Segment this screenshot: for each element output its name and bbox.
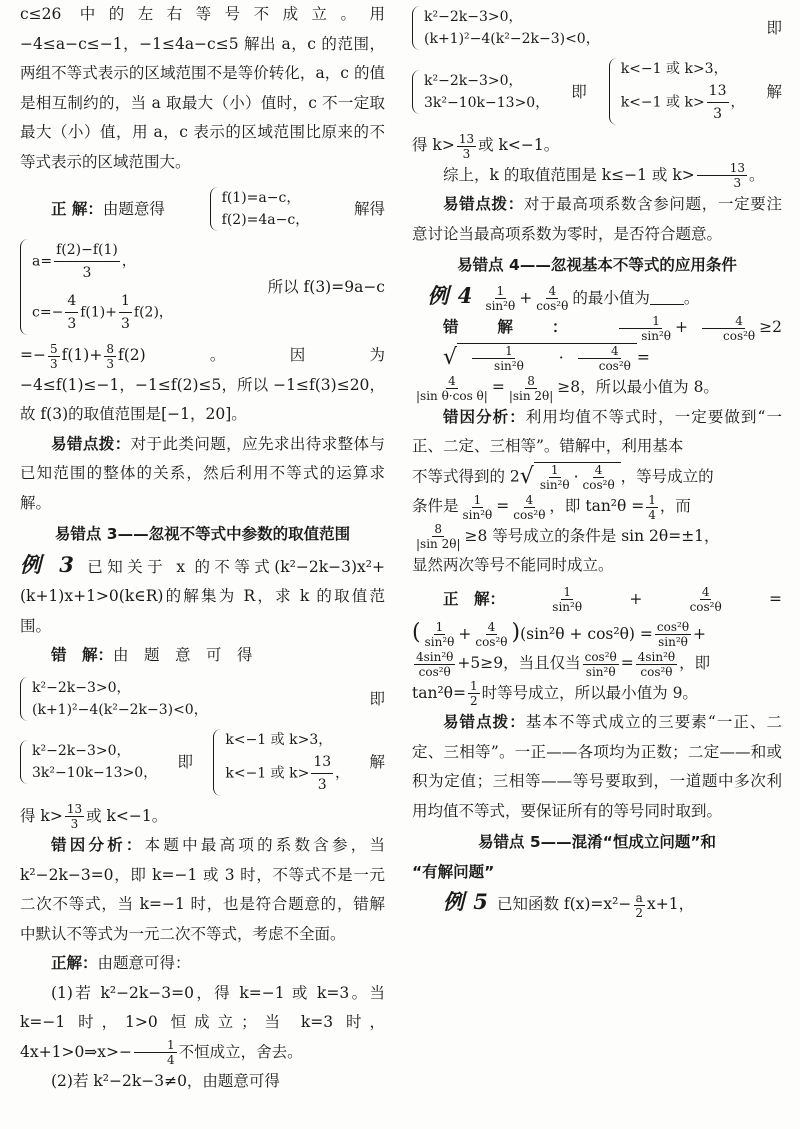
example-label: 例 5 xyxy=(443,889,489,914)
solution-line xyxy=(20,727,385,798)
text: 。 xyxy=(749,165,765,184)
paragraph xyxy=(412,679,782,709)
denominator: 3 xyxy=(106,356,114,371)
equation: k²−2k−3>0， xyxy=(424,72,523,89)
denominator: 3 xyxy=(733,176,742,190)
equation: (k+1)²−4(k²−2k−3)<0， xyxy=(32,701,208,718)
brace xyxy=(609,58,618,125)
numerator: 4 xyxy=(702,314,745,329)
denominator: 4 xyxy=(648,507,656,522)
numerator: 8 xyxy=(106,341,114,356)
text: = xyxy=(620,654,634,672)
numerator: 4sin²θ xyxy=(416,649,454,664)
correct-solution-label: 正 解： xyxy=(443,590,506,608)
section-heading: 易错点 5——混淆“恒成立问题”和 xyxy=(477,833,717,851)
brace xyxy=(20,239,29,335)
error-analysis-label: 错因分析： xyxy=(443,407,526,426)
solution-line xyxy=(412,4,782,52)
solution-line xyxy=(20,675,385,723)
text: 时等号成立，所以最小值为 9。 xyxy=(481,683,698,702)
text: 利用均值不等式时，一定要做到“一正、二定、三相等”。错解中，利用基本 xyxy=(412,407,782,455)
denominator: cos²θ xyxy=(723,328,756,343)
denominator: cos²θ xyxy=(640,664,673,679)
equation-system xyxy=(210,187,310,231)
numerator: 13 xyxy=(311,751,333,774)
brace xyxy=(20,677,29,721)
text: 对于此类问题，应先求出待求整体与已知范围的整体的关系，然后利用不等式的运算求解。 xyxy=(20,434,385,512)
text: · xyxy=(558,348,564,367)
fraction xyxy=(473,620,509,649)
fraction xyxy=(468,679,480,708)
denominator: sin²θ xyxy=(585,664,616,679)
text: f(2)。因为 −4≤f(1)≤−1，−1≤f(2)≤5，所以 −1≤f(3)≤20，故 f(3)的取值范围是[−1，20]。 xyxy=(20,346,385,423)
denominator: 3 xyxy=(462,146,471,161)
text: 得 k> xyxy=(20,806,63,825)
numerator: 4 xyxy=(701,584,710,599)
tip-label: 易错点拨： xyxy=(51,434,131,453)
text: c=− xyxy=(32,304,64,321)
fraction xyxy=(707,80,729,125)
denominator: sin²θ xyxy=(552,599,583,614)
text: 得 k> xyxy=(412,136,455,154)
denominator: cos²θ xyxy=(536,299,569,313)
denominator: sin²θ xyxy=(658,635,688,649)
numerator: 5 xyxy=(49,341,58,356)
text: (1)若 k²−2k−3=0，得 k=−1 或 k=3。当 k=−1 时，1>0 恒成立；当 k=3 时，4x+1>0⇒x>− xyxy=(20,983,385,1061)
brace xyxy=(210,187,219,231)
text: + xyxy=(675,318,688,336)
paragraph xyxy=(412,462,782,493)
denominator: 3 xyxy=(70,817,79,831)
equation: f(1)=a−c， xyxy=(221,190,301,206)
equation-system xyxy=(20,239,173,335)
radical-sign: √ xyxy=(519,463,534,489)
text: 由 题 意 可 得 xyxy=(113,646,253,664)
text: ， xyxy=(730,94,745,111)
tip-label: 易错点拨： xyxy=(443,713,526,731)
fraction xyxy=(688,585,724,614)
denominator: cos²θ xyxy=(598,358,631,373)
text: a= xyxy=(32,253,53,270)
numerator: 1 xyxy=(473,492,482,507)
denominator: 3 xyxy=(317,776,327,793)
text: · xyxy=(573,467,579,486)
equation: (k+1)²−4(k²−2k−3)<0， xyxy=(424,31,600,47)
denominator: |sin 2θ| xyxy=(416,537,461,551)
numerator: cos²θ xyxy=(584,649,617,664)
equation: f(2)=4a−c， xyxy=(221,212,310,228)
text: f(1)+ xyxy=(61,346,103,364)
text: ≥2 xyxy=(759,318,782,336)
square-root xyxy=(520,462,621,493)
fraction xyxy=(697,161,747,190)
denominator: cos²θ xyxy=(475,635,508,649)
numerator: 4 xyxy=(525,492,534,507)
denominator: 2 xyxy=(470,694,478,708)
text: 即 xyxy=(369,689,385,708)
numerator: cos²θ xyxy=(656,620,690,634)
left-column xyxy=(20,0,385,1097)
tip-paragraph xyxy=(20,430,385,519)
fraction xyxy=(633,891,645,920)
text: 或 k<−1。 xyxy=(86,806,168,825)
fraction xyxy=(134,1038,177,1067)
equation: 3k²−10k−13>0， xyxy=(32,765,158,781)
text: k<−1 或 k> xyxy=(225,765,310,781)
text: ( xyxy=(412,619,421,645)
fraction xyxy=(119,290,132,335)
correct-solution-label: 正 解： xyxy=(51,200,103,218)
text: =− xyxy=(20,346,46,364)
text: 解 xyxy=(369,753,385,771)
text: x+1， xyxy=(647,895,695,913)
numerator: 13 xyxy=(458,131,475,146)
fraction xyxy=(414,522,462,551)
correct-solution-label: 正解： xyxy=(51,954,98,972)
equation: 3k²−10k−13>0， xyxy=(424,94,550,111)
wrong-solution-label: 错 解： xyxy=(51,646,114,664)
denominator: 4 xyxy=(167,1053,175,1067)
text: ≥8 等号成立的条件是 sin 2θ=±1， xyxy=(464,526,720,545)
fraction xyxy=(511,493,547,522)
equation-system xyxy=(412,70,549,114)
denominator: cos²θ xyxy=(513,507,546,522)
text: ，即 xyxy=(679,654,711,672)
numerator: 1 xyxy=(648,492,656,507)
fraction xyxy=(655,620,691,649)
numerator: 4 xyxy=(594,462,603,477)
numerator: 8 xyxy=(527,373,535,388)
denominator: 3 xyxy=(713,106,723,122)
numerator: 13 xyxy=(66,802,83,816)
text: f(2)， xyxy=(133,304,173,321)
denominator: cos²θ xyxy=(418,664,451,679)
denominator: 2 xyxy=(635,905,644,920)
text: 不等式得到的 2 xyxy=(412,466,520,485)
numerator: f(2)−f(1) xyxy=(54,239,120,262)
equation-system xyxy=(213,729,349,796)
numerator: 1 xyxy=(619,314,662,329)
paragraph xyxy=(20,979,385,1068)
text: 已知函数 f(x)=x²− xyxy=(496,895,632,913)
numerator: 1 xyxy=(472,344,515,359)
numerator: 1 xyxy=(435,620,444,634)
denominator: 3 xyxy=(120,316,130,332)
text: ， xyxy=(335,765,350,781)
text: 基本不等式成立的三要素“一正、二定、三相等”。一正——各项均为正数；二定——和或积为定值；三相等——等号要取到，一道题中多次利用均值不等式，要保证所有的等号同时取到。 xyxy=(412,713,782,820)
equation-system xyxy=(609,58,745,125)
paragraph xyxy=(20,802,385,832)
fraction xyxy=(608,314,673,343)
numerator: 1 xyxy=(550,462,559,477)
text: 的最小值为 xyxy=(572,288,650,307)
text: + xyxy=(519,288,533,307)
denominator: 3 xyxy=(67,316,77,332)
example-label: 例 3 xyxy=(20,551,75,577)
text: 解 xyxy=(766,82,782,101)
paragraph: c≤26 中的左右等号不成立。用 −4≤a−c≤−1，−1≤4a−c≤5 解出 a，c 的范围，两组不等式表示的区域范围不是等价转化，a，c 的值是相互制约的，当 a 取最大（小）值时，c 不一定取最大（小）值，用 a，c 表示的区域范围比原来的不等式表示的区域范围大。 xyxy=(20,5,385,171)
fraction xyxy=(538,463,572,492)
fraction xyxy=(483,284,517,313)
numerator: 4sin²θ xyxy=(637,649,676,664)
text: 由题意可得： xyxy=(97,954,191,972)
text: = xyxy=(496,497,510,515)
equation: k<−1 或 k>3， xyxy=(225,731,333,748)
paragraph xyxy=(412,161,782,191)
paragraph xyxy=(412,403,782,462)
denominator: cos²θ xyxy=(689,599,722,614)
text: tan²θ= xyxy=(412,683,466,702)
equation-system xyxy=(20,677,208,721)
brace xyxy=(412,70,421,114)
numerator: 1 xyxy=(119,290,132,313)
fraction xyxy=(423,620,457,649)
denominator: 3 xyxy=(49,356,58,371)
text: 由题意得 xyxy=(102,200,165,218)
numerator: 1 xyxy=(496,284,505,298)
text: 对于最高项系数含参问题，一定要注意讨论当最高项系数为零时，是否符合题意。 xyxy=(412,195,782,243)
fraction xyxy=(457,132,476,161)
numerator: 1 xyxy=(134,1038,177,1053)
fraction xyxy=(581,463,617,492)
solution-line xyxy=(412,56,782,127)
paragraph xyxy=(412,131,782,161)
text: ，而 xyxy=(659,497,691,515)
fraction xyxy=(507,374,555,403)
text: = xyxy=(636,347,650,366)
text: 综上，k 的取值范围是 k≤−1 或 k> xyxy=(443,165,695,184)
fraction xyxy=(534,284,570,313)
example-paragraph xyxy=(412,281,782,314)
paragraph xyxy=(412,649,782,679)
brace xyxy=(20,740,29,784)
fraction xyxy=(311,751,333,796)
paragraph xyxy=(20,641,385,671)
denominator: sin²θ xyxy=(424,635,455,649)
numerator: 1 xyxy=(470,679,478,693)
text: +5≥9，当且仅当 xyxy=(457,654,581,672)
text: + xyxy=(693,624,707,643)
text: 已知关于 x 的不等式(k²−2k−3)x²+(k+1)x+1>0(k∈R)的解集为 R，求 k 的取值范围。 xyxy=(20,557,385,635)
text: = xyxy=(491,378,505,396)
text: 或 k<−1。 xyxy=(478,136,560,154)
text: 即 xyxy=(177,753,194,771)
text: ，等号成立的 xyxy=(620,466,714,485)
tip-paragraph xyxy=(412,190,782,249)
text: ) xyxy=(511,619,521,645)
example-label: 例 4 xyxy=(427,282,474,308)
text: 即 xyxy=(766,19,782,37)
fraction xyxy=(646,493,658,522)
equation: k²−2k−3>0， xyxy=(424,9,523,25)
fraction xyxy=(550,585,584,614)
paragraph xyxy=(20,341,385,430)
square-root xyxy=(412,343,637,374)
denominator: |sin θ·cos θ| xyxy=(416,388,488,403)
equation: k²−2k−3>0， xyxy=(32,679,131,696)
text: 解得 xyxy=(353,200,385,218)
tip-label: 易错点拨： xyxy=(443,195,524,213)
denominator: sin²θ xyxy=(462,507,493,522)
denominator: sin²θ xyxy=(494,358,524,373)
paragraph xyxy=(412,618,782,650)
equation-system xyxy=(20,740,157,784)
section-heading: 易错点 4——忽视基本不等式的应用条件 xyxy=(457,256,737,274)
solution-line xyxy=(20,237,385,337)
text: 本题中最高项的系数含参，当 k²−2k−3=0，即 k=−1 或 3 时，不等式不是一元二次不等式，当 k=−1 时，也是符合题意的，错解中默认不等式为一元二次不等式，考虑不全面。 xyxy=(20,836,385,943)
numerator: 13 xyxy=(697,161,747,176)
fraction xyxy=(104,342,116,371)
fraction xyxy=(461,344,526,373)
fraction xyxy=(414,374,490,403)
equation: k<−1 或 k>3， xyxy=(620,61,728,77)
solution-line xyxy=(20,185,385,233)
right-column xyxy=(412,0,782,920)
section-heading: 易错点 3——忽视不等式中参数的取值范围 xyxy=(54,525,351,543)
paragraph xyxy=(412,522,782,552)
numerator: 13 xyxy=(707,80,729,103)
paragraph xyxy=(412,313,782,373)
text: 条件是 xyxy=(412,497,459,515)
numerator: 4 xyxy=(448,373,456,388)
answer-blank xyxy=(650,304,684,305)
text: 。 xyxy=(683,288,700,307)
fraction xyxy=(636,650,677,679)
text: = xyxy=(768,590,782,608)
example-paragraph xyxy=(412,887,782,920)
text: ， xyxy=(121,253,136,270)
radical-sign: √ xyxy=(443,344,458,370)
fraction xyxy=(48,342,60,371)
equation-system xyxy=(412,6,600,50)
text: 所以 f(3)=9a−c xyxy=(267,278,385,296)
text: ，即 tan²θ = xyxy=(549,497,645,515)
fraction xyxy=(583,650,619,679)
numerator: 4 xyxy=(65,290,78,313)
numerator: 4 xyxy=(487,620,496,634)
paragraph: 显然两次等号不能同时成立。 xyxy=(412,556,614,574)
numerator: 4 xyxy=(548,284,557,298)
numerator: 8 xyxy=(434,522,443,536)
text: + xyxy=(458,624,472,643)
text: + xyxy=(629,590,643,608)
tip-paragraph xyxy=(412,708,782,826)
text: 不恒成立，舍去。 xyxy=(178,1042,303,1061)
fraction xyxy=(566,344,633,373)
fraction xyxy=(690,314,757,343)
paragraph xyxy=(412,373,782,403)
denominator: 3 xyxy=(82,265,92,281)
text: (sin²θ + cos²θ) = xyxy=(520,624,653,643)
example-paragraph xyxy=(20,550,385,642)
fraction xyxy=(65,290,78,335)
section-heading: “有解问题” xyxy=(412,862,495,881)
wrong-solution-label: 错解： xyxy=(443,318,607,336)
text: k<−1 或 k> xyxy=(620,94,705,111)
fraction xyxy=(65,802,84,831)
brace xyxy=(412,6,421,50)
equation: k²−2k−3>0， xyxy=(32,743,131,759)
solution-line xyxy=(412,585,782,614)
denominator: cos²θ xyxy=(582,477,615,492)
text: ≥8，所以最小值为 8。 xyxy=(557,378,719,396)
text: 即 xyxy=(571,82,587,101)
denominator: sin²θ xyxy=(485,299,516,313)
paragraph xyxy=(412,492,782,522)
fraction xyxy=(54,239,120,284)
error-analysis-label: 错因分析： xyxy=(51,836,145,854)
denominator: sin²θ xyxy=(539,477,570,492)
numerator: a xyxy=(635,890,643,905)
brace xyxy=(213,729,222,796)
text: f(1)+ xyxy=(80,304,117,321)
numerator: 1 xyxy=(563,584,571,599)
fraction xyxy=(414,650,455,679)
denominator: sin²θ xyxy=(641,328,671,343)
paragraph: (2)若 k²−2k−3≠0，由题意可得 xyxy=(51,1072,280,1090)
denominator: |sin 2θ| xyxy=(508,388,554,403)
paragraph xyxy=(20,949,385,979)
fraction xyxy=(461,493,495,522)
paragraph xyxy=(20,831,385,949)
numerator: 4 xyxy=(578,344,621,359)
